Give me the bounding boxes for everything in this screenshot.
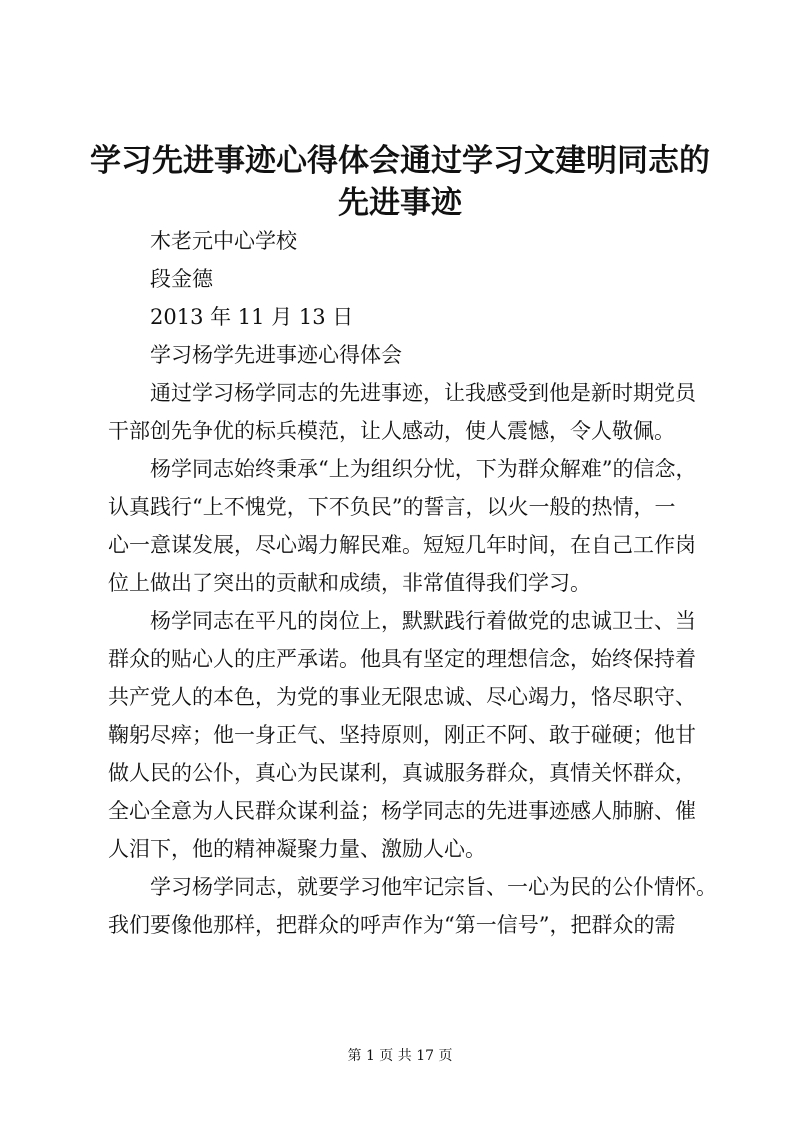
paragraph-line: 杨学同志在平凡的岗位上，默默践行着做党的忠诚卫士、当 xyxy=(150,609,696,633)
title-line-2: 先进事迹 xyxy=(338,185,462,221)
paragraph-line: 杨学同志始终秉承“上为组织分忧，下为群众解难”的信念， xyxy=(150,457,697,481)
author-name: 段金德 xyxy=(150,267,213,291)
paragraph-line: 全心全意为人民群众谋利益；杨学同志的先进事迹感人肺腑、催 xyxy=(108,799,696,823)
school-name: 木老元中心学校 xyxy=(150,229,297,253)
paragraph-4 xyxy=(108,868,717,944)
document-subtitle: 学习杨学先进事迹心得体会 xyxy=(150,343,402,367)
paragraph-line: 做人民的公仆，真心为民谋利，真诚服务群众，真情关怀群众， xyxy=(108,761,696,785)
document-body xyxy=(108,222,717,944)
paragraph-line: 通过学习杨学同志的先进事迹，让我感受到他是新时期党员 xyxy=(150,381,696,405)
page-number-footer: 第 1 页 共 17 页 xyxy=(347,1048,453,1064)
paragraph-line: 鞠躬尽瘁；他一身正气、坚持原则，刚正不阿、敢于碰硬；他甘 xyxy=(108,723,696,747)
title-line-1: 学习先进事迹心得体会通过学习文建明同志的 xyxy=(90,143,710,179)
paragraph-line: 干部创先争优的标兵模范，让人感动，使人震憾，令人敬佩。 xyxy=(108,419,675,443)
paragraph-line: 我们要像他那样，把群众的呼声作为“第一信号”，把群众的需 xyxy=(108,913,676,937)
paragraph-line: 心一意谋发展，尽心竭力解民难。短短几年时间，在自己工作岗 xyxy=(108,533,696,557)
paragraph-line: 位上做出了突出的贡献和成绩，非常值得我们学习。 xyxy=(108,571,591,595)
document-title xyxy=(80,140,720,224)
paragraph-2 xyxy=(108,450,714,602)
document-date: 2013 年 11 月 13 日 xyxy=(150,305,354,329)
paragraph-line: 认真践行“上不愧党，下不负民”的誓言，以火一般的热情，一 xyxy=(108,495,676,519)
paragraph-line: 人泪下，他的精神凝聚力量、激励人心。 xyxy=(108,837,486,861)
paragraph-line: 共产党人的本色，为党的事业无限忠诚、尽心竭力，恪尽职守、 xyxy=(108,685,696,709)
paragraph-line: 群众的贴心人的庄严承诺。他具有坚定的理想信念，始终保持着 xyxy=(108,647,696,671)
paragraph-3 xyxy=(108,602,714,868)
paragraph-1 xyxy=(108,374,714,450)
paragraph-line: 学习杨学同志，就要学习他牢记宗旨、一心为民的公仆情怀。 xyxy=(150,875,717,899)
